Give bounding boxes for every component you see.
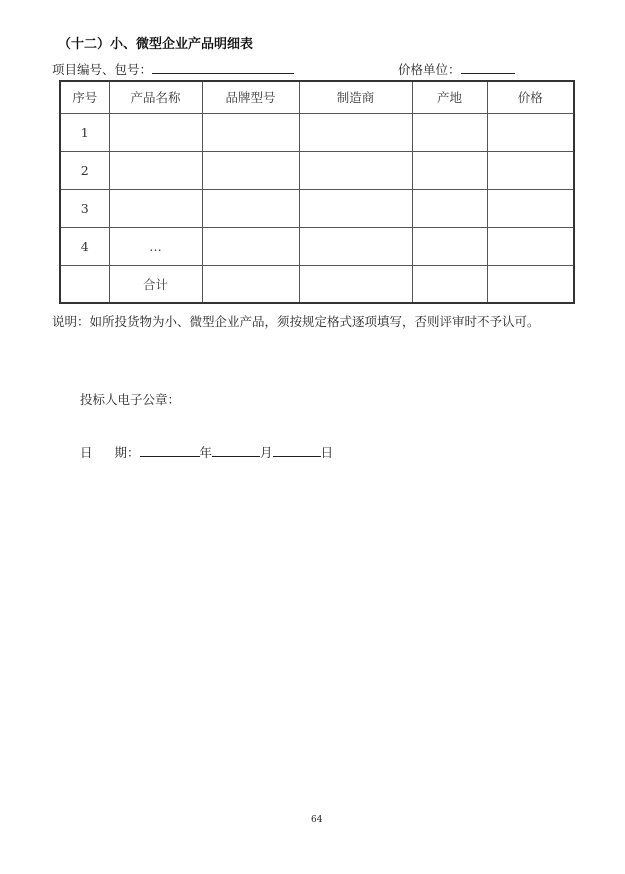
row-index-cell: 2 <box>60 151 109 189</box>
date-label-1: 日 <box>80 445 93 460</box>
day-blank[interactable] <box>273 444 321 457</box>
table-row <box>60 113 574 151</box>
product-detail-table <box>59 80 575 304</box>
header-cell: 产地 <box>412 81 487 113</box>
price-unit-line <box>398 60 515 78</box>
table-cell[interactable] <box>202 113 299 151</box>
price-unit-label: 价格单位： <box>398 62 461 77</box>
total-label-cell: 合计 <box>109 265 202 303</box>
header-cell: 产品名称 <box>109 81 202 113</box>
table-cell[interactable] <box>412 265 487 303</box>
header-cell: 制造商 <box>299 81 412 113</box>
table-cell[interactable]: … <box>109 227 202 265</box>
project-number-label: 项目编号、包号： <box>52 62 153 77</box>
header-cell: 序号 <box>60 81 109 113</box>
table-cell[interactable] <box>299 265 412 303</box>
table-cell[interactable] <box>109 113 202 151</box>
month-blank[interactable] <box>212 444 260 457</box>
project-number-line <box>52 60 294 78</box>
month-label: 月 <box>260 445 273 460</box>
table-cell[interactable] <box>412 189 487 227</box>
price-unit-blank[interactable] <box>461 61 515 74</box>
date-label-2: 期： <box>114 445 140 460</box>
table-cell[interactable] <box>299 151 412 189</box>
table-row <box>60 151 574 189</box>
row-index-cell: 1 <box>60 113 109 151</box>
row-index-cell: 3 <box>60 189 109 227</box>
table-total-row <box>60 265 574 303</box>
table-cell[interactable] <box>299 113 412 151</box>
table-cell[interactable] <box>487 189 574 227</box>
project-number-blank[interactable] <box>152 61 294 74</box>
date-line <box>80 443 333 461</box>
table-cell[interactable] <box>109 151 202 189</box>
note-text: 说明：如所投货物为小、微型企业产品，须按规定格式逐项填写，否则评审时不予认可。 <box>52 314 540 329</box>
table-row <box>60 189 574 227</box>
day-label: 日 <box>320 445 334 460</box>
table-cell[interactable] <box>487 265 574 303</box>
table-cell[interactable] <box>202 227 299 265</box>
page-number: 64 <box>311 815 323 825</box>
row-index-cell <box>60 265 109 303</box>
table-cell[interactable] <box>202 151 299 189</box>
table-cell[interactable] <box>487 151 574 189</box>
table-cell[interactable] <box>109 189 202 227</box>
row-index-cell: 4 <box>60 227 109 265</box>
table-cell[interactable] <box>202 265 299 303</box>
table-cell[interactable] <box>487 113 574 151</box>
table-cell[interactable] <box>299 189 412 227</box>
year-label: 年 <box>199 445 213 460</box>
table-cell[interactable] <box>487 227 574 265</box>
table-cell[interactable] <box>299 227 412 265</box>
table-cell[interactable] <box>412 113 487 151</box>
header-cell: 品牌型号 <box>202 81 299 113</box>
document-title: （十二）小、微型企业产品明细表 <box>58 37 254 52</box>
table-row <box>60 227 574 265</box>
header-cell: 价格 <box>487 81 574 113</box>
bidder-seal-label: 投标人电子公章： <box>80 392 181 407</box>
table-header-row <box>60 81 574 113</box>
table-cell[interactable] <box>412 227 487 265</box>
table-cell[interactable] <box>202 189 299 227</box>
table-cell[interactable] <box>412 151 487 189</box>
year-blank[interactable] <box>140 444 200 457</box>
